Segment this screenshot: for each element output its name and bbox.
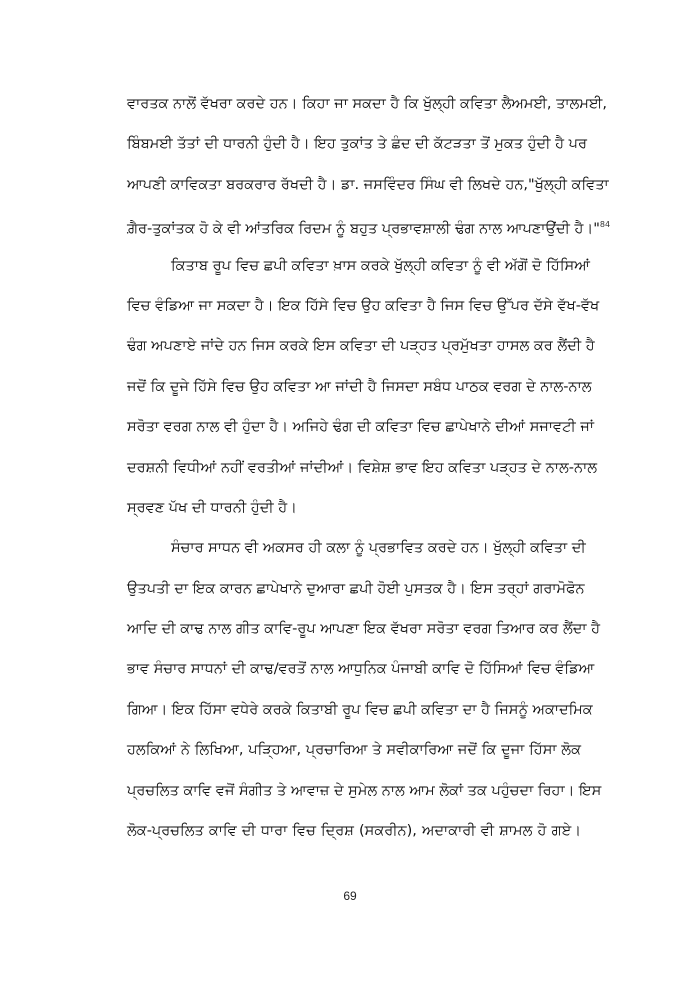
text-line: ਸਰੋਤਾ ਵਰਗ ਨਾਲ ਵੀ ਹੁੰਦਾ ਹੈ। ਅਜਿਹੇ ਢੰਗ ਦੀ ਕਵਿਤਾ ਵਿਚ ਛਾਪੇਖਾਨੇ ਦੀਆਂ ਸਜਾਵਟੀ ਜਾਂ [127,419,594,436]
text-line: ਉਤਪਤੀ ਦਾ ਇਕ ਕਾਰਨ ਛਾਪੇਖਾਨੇ ਦੁਆਰਾ ਛਪੀ ਹੋਈ ਪੁਸਤਕ ਹੈ। ਇਸ ਤਰ੍ਹਾਂ ਗਰਾਮੋਫੋਨ [127,580,585,597]
text-line: ਹਲਕਿਆਂ ਨੇ ਲਿਖਿਆ, ਪੜ੍ਹਿਆ, ਪ੍ਰਚਾਰਿਆ ਤੇ ਸਵੀਕਾਰਿਆ ਜਦੋਂ ਕਿ ਦੂਜਾ ਹਿੱਸਾ ਲੋਕ [127,742,581,759]
text-line: ਪ੍ਰਚਲਿਤ ਕਾਵਿ ਵਜੋਂ ਸੰਗੀਤ ਤੇ ਆਵਾਜ਼ ਦੇ ਸੁਮੇਲ ਨਾਲ ਆਮ ਲੋਕਾਂ ਤਕ ਪਹੁੰਚਦਾ ਰਿਹਾ। ਇਸ [127,782,602,799]
text-line: ਆਦਿ ਦੀ ਕਾਢ ਨਾਲ ਗੀਤ ਕਾਵਿ-ਰੂਪ ਆਪਣਾ ਇਕ ਵੱਖਰਾ ਸਰੋਤਾ ਵਰਗ ਤਿਆਰ ਕਰ ਲੈਂਦਾ ਹੈ [127,621,601,638]
text-line: ਲੋਕ-ਪ੍ਰਚਲਿਤ ਕਾਵਿ ਦੀ ਧਾਰਾ ਵਿਚ ਦ੍ਰਿਸ਼ (ਸਕਰੀਨ), ਅਦਾਕਾਰੀ ਵੀ ਸ਼ਾਮਲ ਹੋ ਗਏ। [127,823,581,840]
text-line: ਕਿਤਾਬ ਰੂਪ ਵਿਚ ਛਪੀ ਕਵਿਤਾ ਖ਼ਾਸ ਕਰਕੇ ਖੁੱਲ੍ਹੀ ਕਵਿਤਾ ਨੂੰ ਵੀ ਅੱਗੋਂ ਦੋ ਹਿੱਸਿਆਂ [171,257,590,274]
footnote-reference[interactable]: 84 [599,220,611,230]
paragraph-1 [127,84,611,246]
text-line: ਢੰਗ ਅਪਣਾਏ ਜਾਂਦੇ ਹਨ ਜਿਸ ਕਰਕੇ ਇਸ ਕਵਿਤਾ ਦੀ ਪੜ੍ਹਤ ਪ੍ਰਮੁੱਖਤਾ ਹਾਸਲ ਕਰ ਲੈਂਦੀ ਹੈ [127,338,595,355]
text-line: ਬਿੰਬਮਈ ਤੱਤਾਂ ਦੀ ਧਾਰਨੀ ਹੁੰਦੀ ਹੈ। ਇਹ ਤੁਕਾਂਤ ਤੇ ਛੰਦ ਦੀ ਕੱਟੜਤਾ ਤੋਂ ਮੁਕਤ ਹੁੰਦੀ ਹੈ ਪਰ [127,136,587,153]
text-line: ਗਿਆ। ਇਕ ਹਿੱਸਾ ਵਧੇਰੇ ਕਰਕੇ ਕਿਤਾਬੀ ਰੂਪ ਵਿਚ ਛਪੀ ਕਵਿਤਾ ਦਾ ਹੈ ਜਿਸਨੂੰ ਅਕਾਦਮਿਕ [127,701,593,718]
document-page-body [127,84,611,851]
text-line: ਵਾਰਤਕ ਨਾਲੋਂ ਵੱਖਰਾ ਕਰਦੇ ਹਨ। ਕਿਹਾ ਜਾ ਸਕਦਾ ਹੈ ਕਿ ਖੁੱਲ੍ਹੀ ਕਵਿਤਾ ਲੈਅਮਈ, ਤਾਲਮਈ, [127,96,607,112]
paragraph-2 [127,246,600,529]
text-line: ਸ੍ਰਵਣ ਪੱਖ ਦੀ ਧਾਰਨੀ ਹੁੰਦੀ ਹੈ। [127,499,297,516]
text-line: ਵਿਚ ਵੰਡਿਆ ਜਾ ਸਕਦਾ ਹੈ। ਇਕ ਹਿੱਸੇ ਵਿਚ ਉਹ ਕਵਿਤਾ ਹੈ ਜਿਸ ਵਿਚ ਉੱਪਰ ਦੱਸੇ ਵੱਖ-ਵੱਖ [127,297,600,314]
text-line: ਆਪਣੀ ਕਾਵਿਕਤਾ ਬਰਕਰਾਰ ਰੱਖਦੀ ਹੈ। ਡਾ. ਜਸਵਿੰਦਰ ਸਿੰਘ ਵੀ ਲਿਖਦੇ ਹਨ,"ਖੁੱਲ੍ਹੀ ਕਵਿਤਾ [127,176,609,193]
text-line: ਗ਼ੈਰ-ਤੁਕਾਂਤਕ ਹੋ ਕੇ ਵੀ ਆਂਤਰਿਕ ਰਿਦਮ ਨੂੰ ਬਹੁਤ ਪ੍ਰਭਾਵਸ਼ਾਲੀ ਢੰਗ ਨਾਲ ਆਪਣਾਉਂਦੀ ਹੈ।" [127,221,600,238]
text-line: ਭਾਵ ਸੰਚਾਰ ਸਾਧਨਾਂ ਦੀ ਕਾਢ/ਵਰਤੋਂ ਨਾਲ ਆਧੁਨਿਕ ਪੰਜਾਬੀ ਕਾਵਿ ਦੋ ਹਿੱਸਿਆਂ ਵਿਚ ਵੰਡਿਆ [127,661,595,678]
page-number: 69 [343,889,357,903]
paragraph-3 [127,528,602,851]
text-line-with-footnote [127,205,611,245]
text-line: ਜਦੋਂ ਕਿ ਦੂਜੇ ਹਿੱਸੇ ਵਿਚ ਉਹ ਕਵਿਤਾ ਆ ਜਾਂਦੀ ਹੈ ਜਿਸਦਾ ਸਬੰਧ ਪਾਠਕ ਵਰਗ ਦੇ ਨਾਲ-ਨਾਲ [127,378,592,395]
text-line: ਸੰਚਾਰ ਸਾਧਨ ਵੀ ਅਕਸਰ ਹੀ ਕਲਾ ਨੂੰ ਪ੍ਰਭਾਵਿਤ ਕਰਦੇ ਹਨ। ਖੁੱਲ੍ਹੀ ਕਵਿਤਾ ਦੀ [171,540,586,557]
text-line: ਦਰਸ਼ਨੀ ਵਿਧੀਆਂ ਨਹੀਂ ਵਰਤੀਆਂ ਜਾਂਦੀਆਂ। ਵਿਸ਼ੇਸ਼ ਭਾਵ ਇਹ ਕਵਿਤਾ ਪੜ੍ਹਤ ਦੇ ਨਾਲ-ਨਾਲ [127,459,598,476]
